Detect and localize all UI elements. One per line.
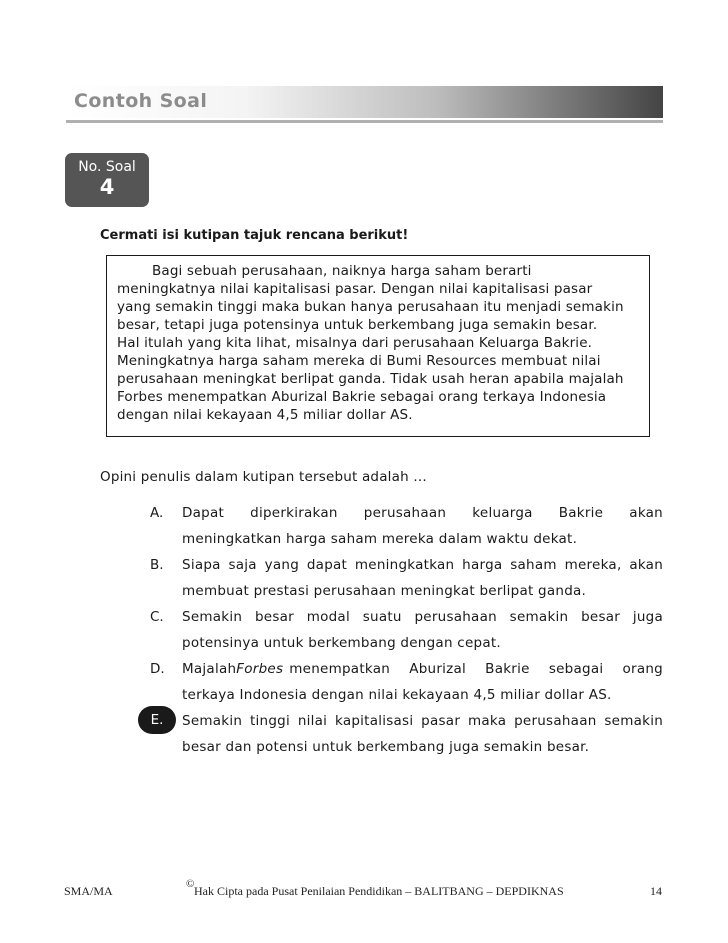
option-d-line2: terkaya Indonesia dengan nilai kekayaan 4,5 miliar dollar AS. <box>182 687 612 703</box>
option-d-line1 <box>182 661 663 677</box>
passage-line: besar, tetapi juga potensinya untuk berkembang juga semakin besar. <box>117 317 598 333</box>
option-d-letter: D. <box>150 661 165 677</box>
copyright-symbol: © <box>186 878 195 890</box>
header-rule <box>66 120 663 123</box>
passage-line: yang semakin tinggi maka bukan hanya perusahaan itu menjadi semakin <box>117 299 624 315</box>
footer-center: Hak Cipta pada Pusat Penilaian Pendidikan – BALITBANG – DEPDIKNAS <box>194 884 564 898</box>
badge-number: 4 <box>99 175 115 199</box>
passage-line: Hal itulah yang kita lihat, misalnya dari perusahaan Keluarga Bakrie. <box>117 335 593 351</box>
option-d-rest: menempatkan Aburizal Bakrie sebagai orang <box>289 661 663 677</box>
option-b-line2: membuat prestasi perusahaan meningkat berlipat ganda. <box>182 583 587 599</box>
instruction-text: Cermati isi kutipan tajuk rencana berikut! <box>100 228 409 243</box>
page-title: Contoh Soal <box>74 90 208 112</box>
answer-marker-e: E. <box>138 706 176 734</box>
option-e-line2: besar dan potensi untuk berkembang juga semakin besar. <box>182 739 590 755</box>
badge-label: No. Soal <box>78 159 136 175</box>
passage-line: Bagi sebuah perusahaan, naiknya harga saham berarti <box>152 263 532 279</box>
question-text: Opini penulis dalam kutipan tersebut adalah ... <box>100 469 427 485</box>
option-b-line1: Siapa saja yang dapat meningkatkan harga saham mereka, akan <box>182 557 663 573</box>
option-c-line2: potensinya untuk berkembang dengan cepat. <box>182 635 501 651</box>
option-e-line1: Semakin tinggi nilai kapitalisasi pasar maka perusahaan semakin <box>182 713 663 729</box>
footer-left: SMA/MA <box>64 884 113 898</box>
option-c-line1: Semakin besar modal suatu perusahaan semakin besar juga <box>182 609 663 625</box>
option-c-letter: C. <box>150 609 164 625</box>
passage-line: dengan nilai kekayaan 4,5 miliar dollar AS. <box>117 407 413 423</box>
passage-line: Meningkatnya harga saham mereka di Bumi Resources membuat nilai <box>117 353 601 369</box>
option-b-letter: B. <box>150 557 164 573</box>
option-a-line2: meningkatkan harga saham mereka dalam waktu dekat. <box>182 531 578 547</box>
option-a-letter: A. <box>150 505 164 521</box>
passage-line: perusahaan meningkat berlipat ganda. Tidak usah heran apabila majalah <box>117 371 624 387</box>
option-d-word-majalah: Majalah <box>182 661 237 677</box>
option-a-line1: Dapat diperkirakan perusahaan keluarga Bakrie akan <box>182 505 663 521</box>
question-number-badge <box>65 153 149 207</box>
option-d-word-forbes: Forbes <box>236 661 284 677</box>
passage-line: Forbes menempatkan Aburizal Bakrie sebagai orang terkaya Indonesia <box>117 389 607 405</box>
page-number: 14 <box>650 884 662 898</box>
passage-line: meningkatnya nilai kapitalisasi pasar. Dengan nilai kapitalisasi pasar <box>117 281 593 297</box>
